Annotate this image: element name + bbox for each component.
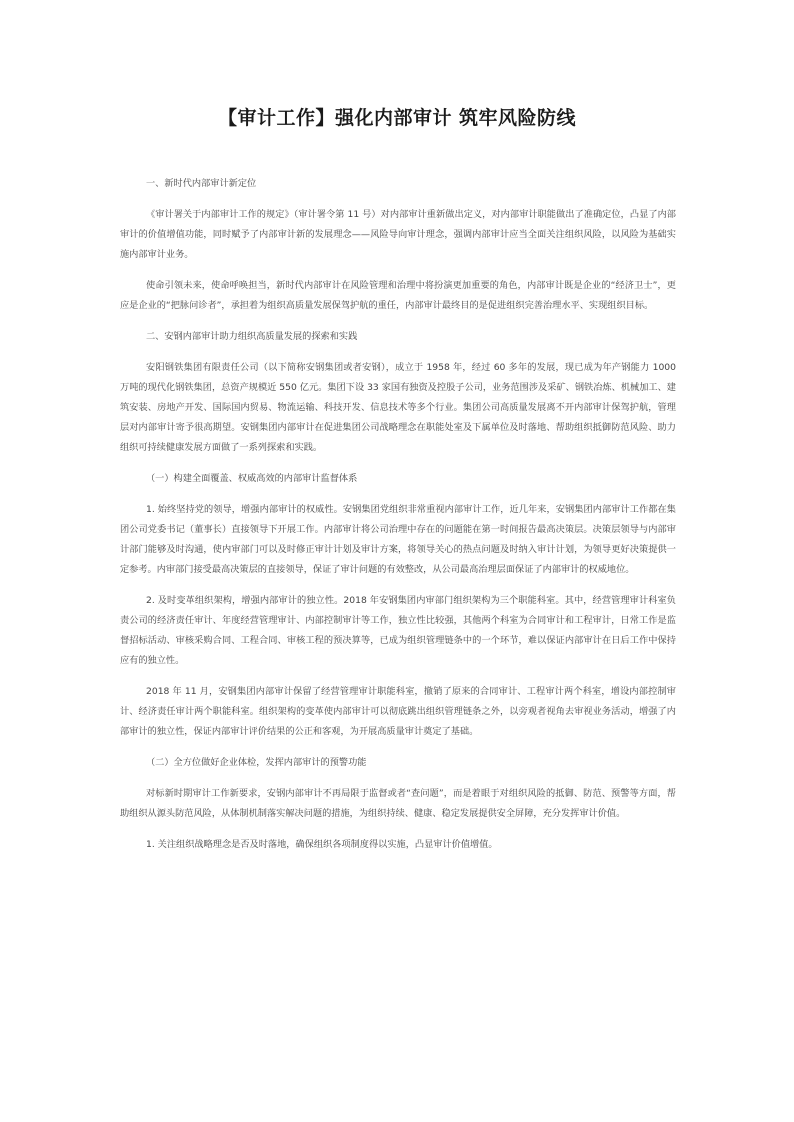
paragraph: 安阳钢铁集团有限责任公司（以下简称安钢集团或者安钢），成立于 1958 年，经过 60 多年的发展，现已成为年产钢能力 1000 万吨的现代化钢铁集团，总资产规模近 550 亿元。集团下设 33 家国有独资及控股子公司，业务范围涉及采矿、钢铁冶炼、机械加工、建筑安装、房地产开发、国际国内贸易、物流运输、科技开发、信息技术等多个行业。集团公司高质量发展离不开内部审计保驾护航，管理层对内部审计寄予很高期望。安钢集团内部审计在促进集团公司战略理念在职能处室及下属单位及时落地、帮助组织抵御防范风险、助力组织可持续健康发展方面做了一系列探索和实践。 — [120, 362, 676, 453]
subsection-heading-2: （二）全方位做好企业体检，发挥内部审计的预警功能 — [146, 757, 367, 768]
subsection-heading-1: （一）构建全面覆盖、权威高效的内部审计监督体系 — [146, 473, 358, 484]
section-heading-2: 二、安钢内部审计助力组织高质量发展的探索和实践 — [146, 331, 358, 342]
section-heading-1: 一、新时代内部审计新定位 — [146, 178, 257, 189]
paragraph: 1. 始终坚持党的领导，增强内部审计的权威性。安钢集团党组织非常重视内部审计工作，近几年来，安钢集团内部审计工作都在集团公司党委书记（董事长）直接领导下开展工作。内部审计将公司治理中存在的问题能在第一时间报告最高决策层。决策层领导与内部审计部门能够及时沟通，使内审部门可以及时修正审计计划及审计方案，将领导关心的热点问题及时纳入审计计划，为领导更好决策提供一定参考。内审部门接受最高决策层的直接领导，保证了审计问题的有效整改，从公司最高治理层面保证了内部审计的权威地位。 — [120, 504, 676, 575]
paragraph: 1. 关注组织战略理念是否及时落地，确保组织各项制度得以实施，凸显审计价值增值。 — [146, 839, 498, 850]
document-body — [120, 174, 676, 864]
paragraph: 使命引领未来，使命呼唤担当，新时代内部审计在风险管理和治理中将扮演更加重要的角色，内部审计既是企业的“经济卫士”，更应是企业的“把脉问诊者”，承担着为组织高质量发展保驾护航的重任，内部审计最终目的是促进组织完善治理水平、实现组织目标。 — [120, 280, 676, 311]
paragraph: 《审计署关于内部审计工作的规定》（审计署令第 11 号）对内部审计重新做出定义，对内部审计职能做出了准确定位，凸显了内部审计的价值增值功能，同时赋予了内部审计新的发展理念——风险导向审计理念，强调内部审计应当全面关注组织风险，以风险为基础实施内部审计业务。 — [120, 209, 676, 260]
paragraph: 2. 及时变革组织架构，增强内部审计的独立性。2018 年安钢集团内审部门组织架构为三个职能科室。其中，经营管理审计科室负责公司的经济责任审计、年度经营管理审计、内部控制审计等工作，独立性比较强，其他两个科室为合同审计和工程审计，日常工作是监督招标活动、审核采购合同、工程合同、审核工程的预决算等，已成为组织管理链条中的一个环节，难以保证内部审计在日后工作中保持应有的独立性。 — [120, 595, 676, 666]
paragraph: 2018 年 11 月，安钢集团内部审计保留了经营管理审计职能科室，撤销了原来的合同审计、工程审计两个科室，增设内部控制审计、经济责任审计两个职能科室。组织架构的变革使内部审计可以彻底跳出组织管理链条之外，以旁观者视角去审视业务活动，增强了内部审计的独立性，保证内部审计评价结果的公正和客观，为开展高质量审计奠定了基础。 — [120, 686, 676, 737]
paragraph: 对标新时期审计工作新要求，安钢内部审计不再局限于监督或者“查问题”，而是着眼于对组织风险的抵御、防范、预警等方面，帮助组织从源头防范风险，从体制机制落实解决问题的措施，为组织持续、健康、稳定发展提供安全屏障，充分发挥审计价值。 — [120, 788, 676, 819]
document-title: 【审计工作】强化内部审计 筑牢风险防线 — [217, 107, 577, 129]
